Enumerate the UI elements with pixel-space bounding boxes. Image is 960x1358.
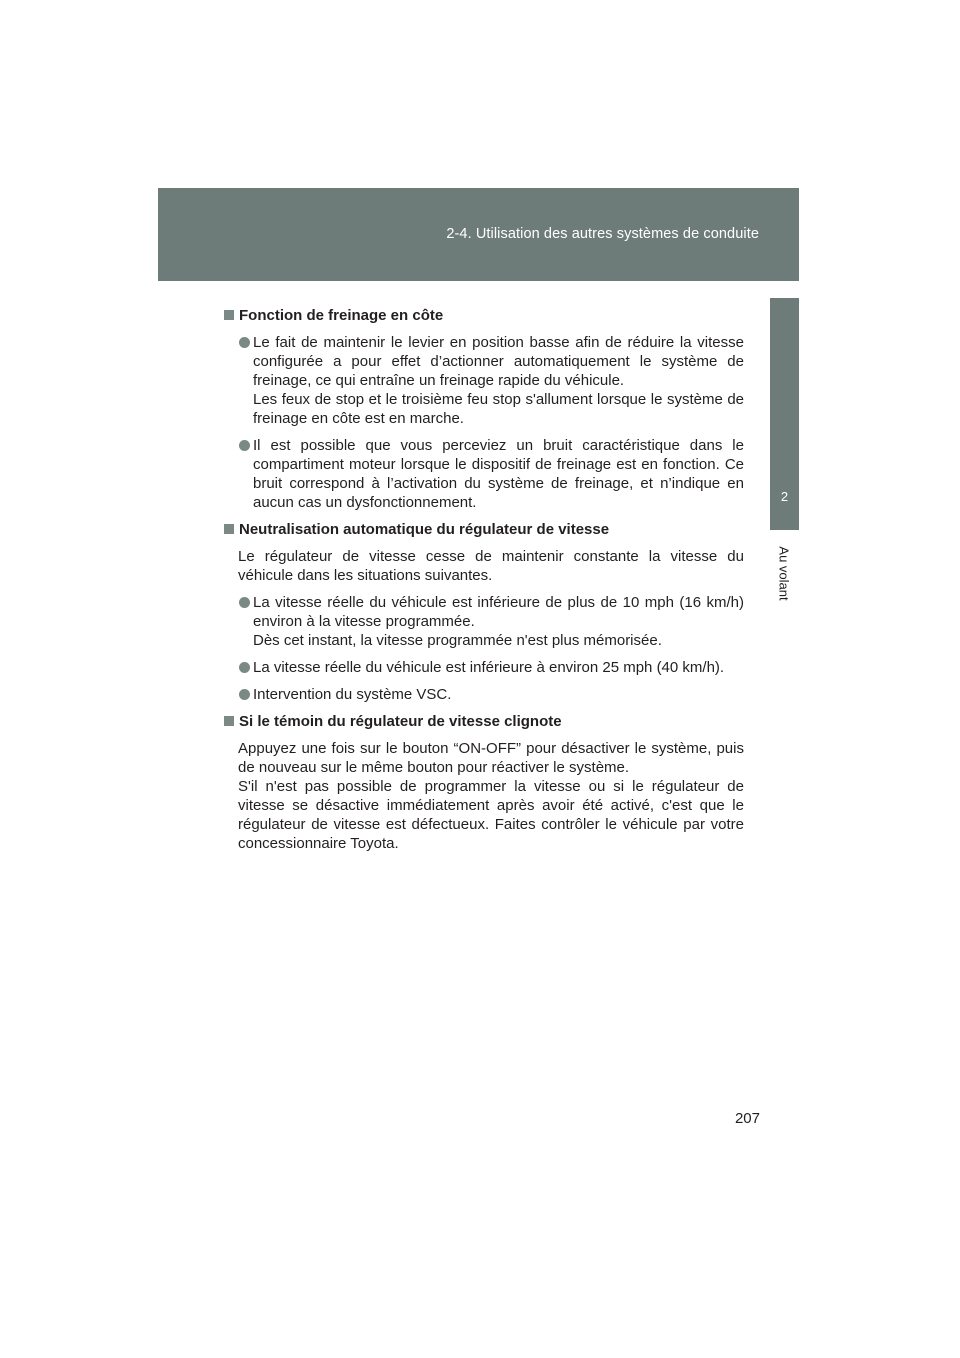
list-item <box>224 436 744 512</box>
circle-bullet-icon <box>239 337 250 348</box>
side-tab-number: 2 <box>770 462 799 530</box>
chapter-title: 2-4. Utilisation des autres systèmes de conduite <box>446 226 759 242</box>
section-title: Si le témoin du régulateur de vitesse clignote <box>239 713 562 730</box>
section-heading <box>224 520 744 539</box>
paragraph-text: S'il n'est pas possible de programmer la vitesse ou si le régulateur de vitesse se désactive immédiatement après avoir été activé, c'est que le régulateur de vitesse est défectueux. Faites contrôler le véhicule par votre concessionnaire Toyota. <box>238 778 744 852</box>
list-item-text: Dès cet instant, la vitesse programmée n'est plus mémorisée. <box>253 632 662 649</box>
square-bullet-icon <box>224 524 234 534</box>
list-item <box>224 685 744 704</box>
square-bullet-icon <box>224 716 234 726</box>
page-number: 207 <box>734 1110 760 1127</box>
paragraph-text: Appuyez une fois sur le bouton “ON-OFF” pour désactiver le système, puis de nouveau sur le même bouton pour réactiver le système. <box>238 740 744 776</box>
circle-bullet-icon <box>239 689 250 700</box>
section-title: Fonction de freinage en côte <box>239 307 444 324</box>
circle-bullet-icon <box>239 597 250 608</box>
page-content <box>224 306 744 861</box>
header-band <box>158 188 799 281</box>
list-item-text: Il est possible que vous perceviez un bruit caractéristique dans le compartiment moteur lorsque le dispositif de freinage est en fonction. Ce bruit correspond à l’activation du système de freinage, et n’indique en aucun cas un dysfonctionnement. <box>253 437 744 511</box>
section-heading <box>224 712 744 731</box>
side-tab-label <box>770 538 799 608</box>
paragraph-text: Le régulateur de vitesse cesse de maintenir constante la vitesse du véhicule dans les situations suivantes. <box>238 548 744 584</box>
list-item-text: Les feux de stop et le troisième feu stop s'allument lorsque le système de freinage en côte est en marche. <box>253 391 744 427</box>
section-heading <box>224 306 744 325</box>
list-item <box>224 333 744 428</box>
list-item <box>224 593 744 650</box>
section-title: Neutralisation automatique du régulateur de vitesse <box>239 521 610 538</box>
paragraph <box>224 547 744 585</box>
side-tab-bar <box>770 298 799 462</box>
circle-bullet-icon <box>239 662 250 673</box>
list-item-text: Intervention du système VSC. <box>253 686 452 703</box>
square-bullet-icon <box>224 310 234 320</box>
list-item-text: La vitesse réelle du véhicule est inférieure à environ 25 mph (40 km/h). <box>253 659 725 676</box>
paragraph <box>224 739 744 853</box>
list-item-text: La vitesse réelle du véhicule est inférieure de plus de 10 mph (16 km/h) environ à la vitesse programmée. <box>253 594 744 630</box>
list-item-text: Le fait de maintenir le levier en position basse afin de réduire la vitesse configurée a pour effet d’actionner automatiquement le système de freinage, ce qui entraîne un freinage rapide du véhicule. <box>253 334 744 389</box>
side-tab-label-text: Au volant <box>777 545 793 601</box>
circle-bullet-icon <box>239 440 250 451</box>
list-item <box>224 658 744 677</box>
